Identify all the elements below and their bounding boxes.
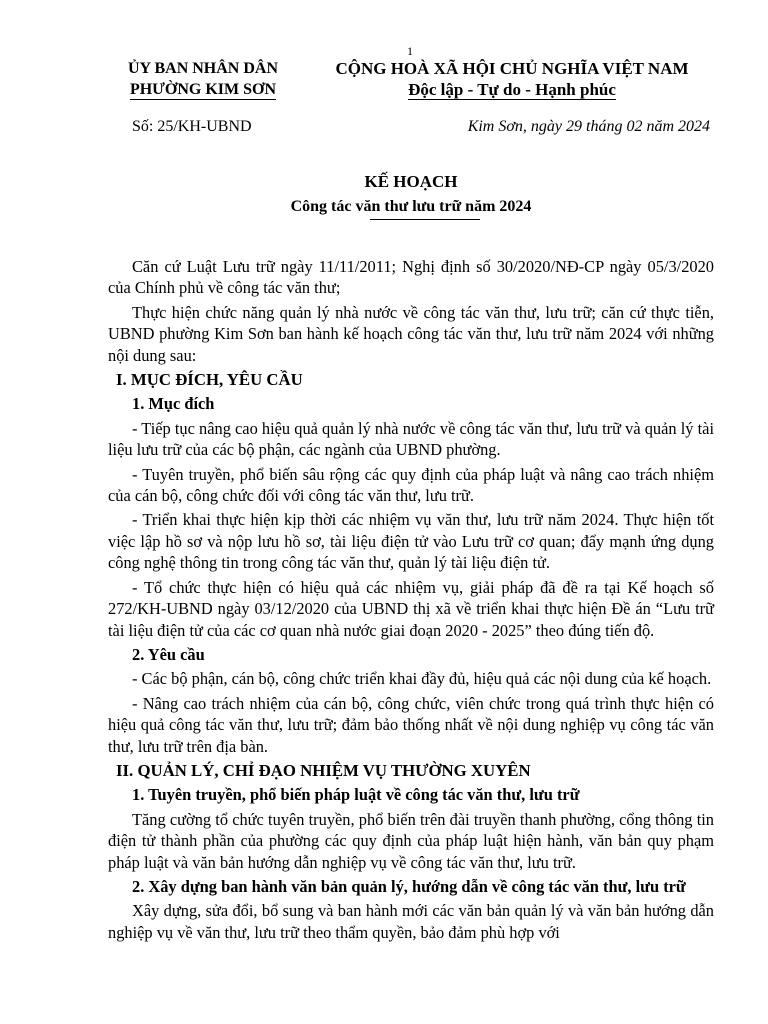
paragraph: - Nâng cao trách nhiệm của cán bộ, công chức, viên chức trong quá trình thực hiện có hiệu quả công tác văn thư, lưu trữ; đảm bảo thống nhất về nội dung nghiệp vụ công tác văn thư, lưu trữ trên địa bàn. — [108, 693, 714, 756]
authority-line-2: PHƯỜNG KIM SƠN — [129, 81, 277, 98]
section-heading: II. QUẢN LÝ, CHỈ ĐẠO NHIỆM VỤ THƯỜNG XUYÊN — [116, 760, 531, 780]
national-heading — [310, 58, 714, 100]
subtitle-underline — [370, 219, 480, 220]
nation-name: CỘNG HOÀ XÃ HỘI CHỦ NGHĨA VIỆT NAM — [335, 59, 689, 78]
national-motto: Độc lập - Tự do - Hạnh phúc — [408, 80, 616, 99]
paragraph: Căn cứ Luật Lưu trữ ngày 11/11/2011; Nghị định số 30/2020/NĐ-CP ngày 05/3/2020 của Chính phủ về công tác văn thư; — [108, 257, 714, 298]
issuing-authority — [108, 58, 298, 100]
paragraph: - Tổ chức thực hiện có hiệu quả các nhiệm vụ, giải pháp đã đề ra tại Kế hoạch số 272/KH-UBND ngày 03/12/2020 của UBND thị xã về triển khai thực hiện Đề án “Lưu trữ tài liệu điện tử của các cơ quan nhà nước giai đoạn 2020 - 2025” theo đúng tiến độ. — [108, 577, 714, 640]
document-number: Số: 25/KH-UBND — [132, 118, 252, 135]
authority-line-1: ỦY BAN NHÂN DÂN — [127, 60, 279, 77]
document-subtitle: Công tác văn thư lưu trữ năm 2024 — [290, 198, 532, 215]
section-heading: I. MỤC ĐÍCH, YÊU CẦU — [116, 370, 303, 390]
paragraph: Xây dựng, sửa đổi, bổ sung và ban hành mới các văn bản quản lý và văn bản hướng dẫn nghiệp vụ về văn thư, lưu trữ theo thẩm quyền, bảo đảm phù hợp với — [108, 901, 714, 942]
document-title: KẾ HOẠCH — [364, 172, 458, 191]
page-number: 1 — [407, 44, 413, 58]
paragraph: - Các bộ phận, cán bộ, công chức triển khai đầy đủ, hiệu quả các nội dung của kế hoạch. — [132, 669, 712, 689]
paragraph: Thực hiện chức năng quản lý nhà nước về công tác văn thư, lưu trữ; căn cứ thực tiễn, UBND phường Kim Sơn ban hành kế hoạch công tác văn thư, lưu trữ năm 2024 với những nội dung sau: — [108, 302, 714, 365]
paragraph: - Triển khai thực hiện kịp thời các nhiệm vụ văn thư, lưu trữ năm 2024. Thực hiện tốt việc lập hồ sơ và nộp lưu hồ sơ, tài liệu điện tử vào Lưu trữ cơ quan; đẩy mạnh ứng dụng công nghệ thông tin trong công tác văn thư, quản lý tài liệu điện tử. — [108, 510, 714, 573]
place-date: Kim Sơn, ngày 29 tháng 02 năm 2024 — [467, 118, 710, 135]
subsection-heading: 1. Mục đích — [132, 394, 215, 414]
subsection-heading: 2. Xây dựng ban hành văn bản quản lý, hướng dẫn về công tác văn thư, lưu trữ — [132, 876, 686, 896]
paragraph: Tăng cường tổ chức tuyên truyền, phổ biến trên đài truyền thanh phường, cổng thông tin điện tử thành phần của phường các quy định của pháp luật hiện hành, văn bản quy phạm pháp luật và văn bản hướng dẫn nghiệp vụ về công tác văn thư, lưu trữ. — [108, 809, 714, 872]
paragraph: - Tiếp tục nâng cao hiệu quả quản lý nhà nước về công tác văn thư, lưu trữ và quản lý tài liệu lưu trữ của các bộ phận, các ngành của UBND phường. — [108, 418, 714, 460]
subsection-heading: 2. Yêu cầu — [132, 644, 205, 664]
paragraph: - Tuyên truyền, phổ biến sâu rộng các quy định của pháp luật và nâng cao trách nhiệm của cán bộ, công chức đối với công tác văn thư, lưu trữ. — [108, 464, 714, 506]
subsection-heading: 1. Tuyên truyền, phổ biến pháp luật về công tác văn thư, lưu trữ — [132, 785, 580, 805]
document-body — [108, 256, 714, 946]
